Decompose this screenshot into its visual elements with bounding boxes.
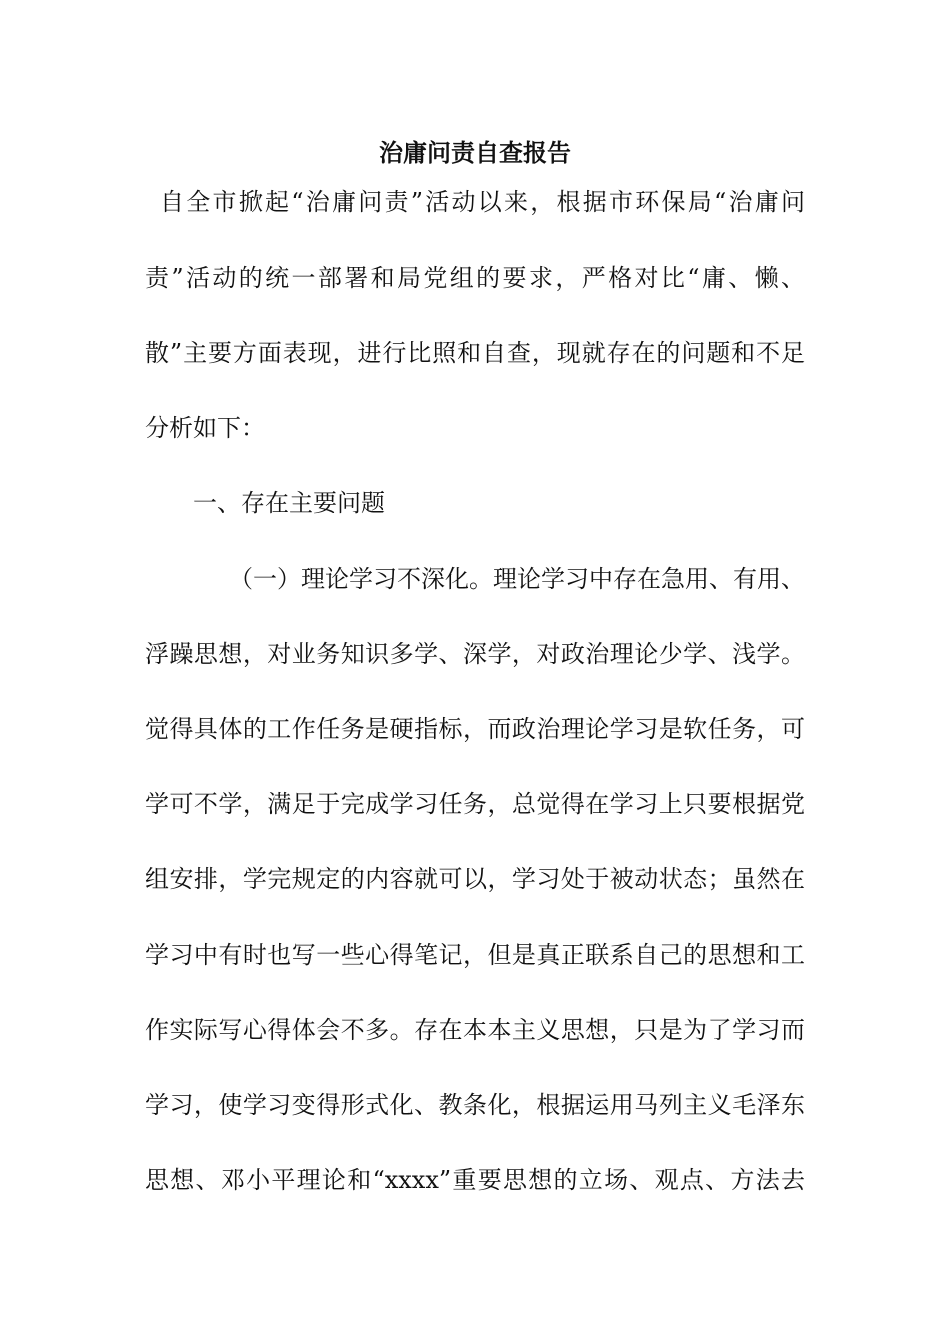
document-title: 治庸问责自查报告 (379, 138, 571, 167)
paragraph-line: 学可不学，满足于完成学习任务，总觉得在学习上只要根据党 (145, 790, 805, 818)
paragraph-line: 组安排，学完规定的内容就可以，学习处于被动状态；虽然在 (145, 865, 805, 893)
paragraph-line: 自全市掀起“治庸问责”活动以来，根据市环保局“治庸问 (160, 188, 805, 216)
paragraph-line: 思想、邓小平理论和“xxxx”重要思想的立场、观点、方法去 (145, 1166, 805, 1194)
section-heading: 一、存在主要问题 (193, 489, 385, 517)
paragraph-line: 责”活动的统一部署和局党组的要求，严格对比“庸、懒、 (145, 264, 805, 292)
paragraph-line: 学习中有时也写一些心得笔记，但是真正联系自己的思想和工 (145, 941, 805, 969)
paragraph-line: 浮躁思想，对业务知识多学、深学，对政治理论少学、浅学。 (145, 640, 805, 668)
paragraph-line: （一）理论学习不深化。理论学习中存在急用、有用、 (229, 565, 805, 593)
paragraph-line: 分析如下： (145, 414, 265, 442)
paragraph-line: 学习，使学习变得形式化、教条化，根据运用马列主义毛泽东 (145, 1091, 805, 1119)
paragraph-line: 散”主要方面表现，进行比照和自查，现就存在的问题和不足 (145, 339, 805, 367)
paragraph-line: 作实际写心得体会不多。存在本本主义思想，只是为了学习而 (145, 1016, 805, 1044)
paragraph-line: 觉得具体的工作任务是硬指标，而政治理论学习是软任务，可 (145, 715, 805, 743)
